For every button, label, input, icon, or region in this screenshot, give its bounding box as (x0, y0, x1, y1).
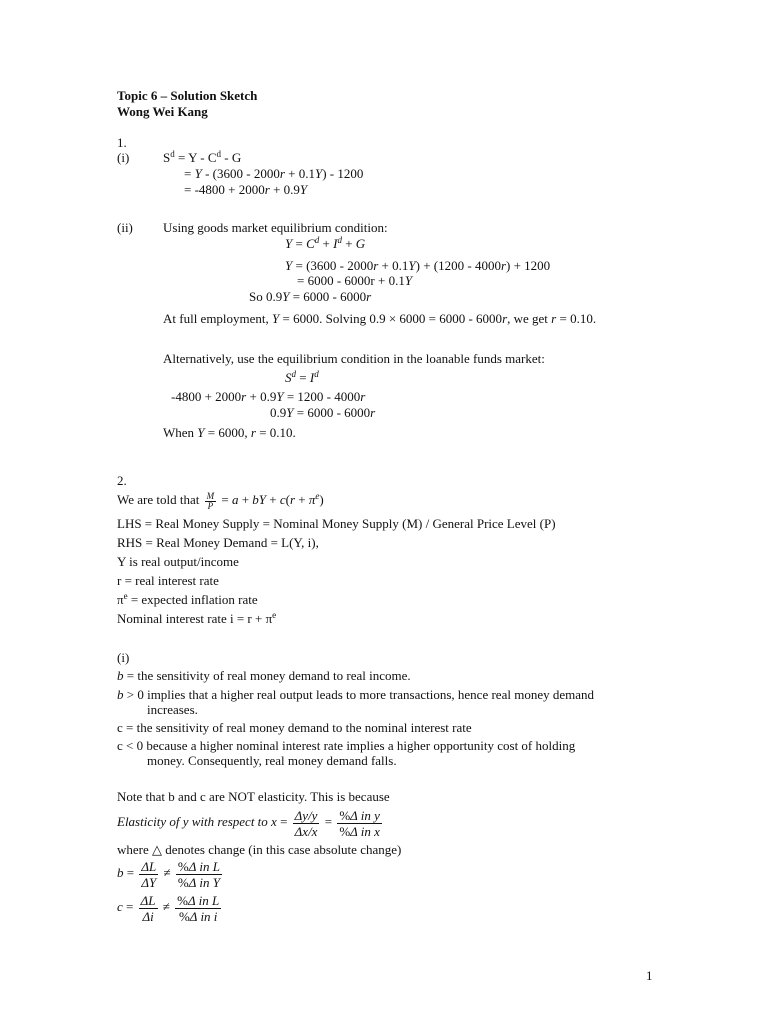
q2-rhs-definition: RHS = Real Money Demand = L(Y, i), (117, 535, 319, 550)
q2-b-definition: b = the sensitivity of real money demand to real income. (117, 668, 411, 683)
q2-c-explanation-cont: money. Consequently, real money demand falls. (147, 753, 397, 768)
q1-full-employment: At full employment, Y = 6000. Solving 0.9 × 6000 = 6000 - 6000r, we get r = 0.10. (163, 311, 597, 326)
q1-loanable-result: 0.9Y = 6000 - 6000r (270, 405, 376, 420)
q2-elasticity-formula: Elasticity of y with respect to x = $\frac{\Delta y/y}{\Delta x/x}$ = $\frac{\text{\%Δ in y}}{\text{\%Δ in x}}$ (117, 807, 380, 839)
page-number: 1 (646, 968, 653, 983)
question-1-number: 1. (117, 135, 127, 150)
q1-goods-equilibrium: $Y = C^d + I^d + G$ (285, 235, 366, 251)
author-name: Wong Wei Kang (117, 104, 208, 119)
q1-loanable-equilibrium: $S^d = I^d$ (285, 369, 319, 385)
document-title: Topic 6 – Solution Sketch (117, 88, 258, 103)
q1-final-answer: When Y = 6000, r = 0.10. (163, 425, 296, 440)
q1-saving-result: = -4800 + 2000r + 0.9Y (184, 182, 308, 197)
q1-loanable-funds-intro: Alternatively, use the equilibrium condition in the loanable funds market: (163, 351, 545, 366)
q1-part-i-label: (i) (117, 150, 130, 165)
q1-saving-substitution: = Y - (3600 - 2000r + 0.1Y) - 1200 (184, 166, 364, 181)
q2-b-explanation: b > 0 implies that a higher real output leads to more transactions, hence real money demand (117, 687, 594, 702)
q2-part-i-label: (i) (117, 650, 130, 665)
q2-b-explanation-cont: increases. (147, 702, 198, 717)
q2-y-definition: Y is real output/income (117, 554, 239, 569)
q1-loanable-substitution: -4800 + 2000r + 0.9Y = 1200 - 4000r (171, 389, 366, 404)
q2-c-definition: c = the sensitivity of real money demand to the nominal interest rate (117, 720, 472, 735)
q1-goods-result: So 0.9Y = 6000 - 6000r (249, 289, 372, 304)
q1-saving-definition: $S^d = Y - C^d - G$ (163, 149, 242, 165)
q2-b-formula: b = $\frac{\Delta L}{\Delta Y}$ ≠ $\frac{\text{\%Δ in L}}{\text{\%Δ in Y}}$ (117, 858, 220, 890)
q2-c-explanation: c < 0 because a higher nominal interest rate implies a higher opportunity cost of holding (117, 738, 576, 753)
q2-nominal-rate-definition: Nominal interest rate $i = r + \pi^e$ (117, 610, 277, 626)
q2-elasticity-note: Note that b and c are NOT elasticity. This is because (117, 789, 390, 804)
q1-part-ii-label: (ii) (117, 220, 133, 235)
q2-inflation-definition: $\pi^e$ = expected inflation rate (117, 591, 258, 607)
q2-lhs-definition: LHS = Real Money Supply = Nominal Money Supply (M) / General Price Level (P) (117, 516, 556, 531)
q1-goods-substitution: Y = (3600 - 2000r + 0.1Y) + (1200 - 4000r) + 1200 (285, 258, 551, 273)
q2-money-market-equation: We are told that $\frac{M}{P}$ = a + bY + $c(r + \pi^e)$ (117, 490, 324, 511)
q2-r-definition: r = real interest rate (117, 573, 219, 588)
q2-delta-note: where △ denotes change (in this case absolute change) (117, 842, 402, 857)
question-2-number: 2. (117, 473, 127, 488)
q1-goods-simplified: = 6000 - 6000r + 0.1Y (297, 273, 413, 288)
q1-goods-market-intro: Using goods market equilibrium condition: (163, 220, 388, 235)
q2-c-formula: c = $\frac{\Delta L}{\Delta i}$ ≠ $\frac{\text{\%Δ in L}}{\text{\%Δ in i}}$ (117, 892, 220, 924)
